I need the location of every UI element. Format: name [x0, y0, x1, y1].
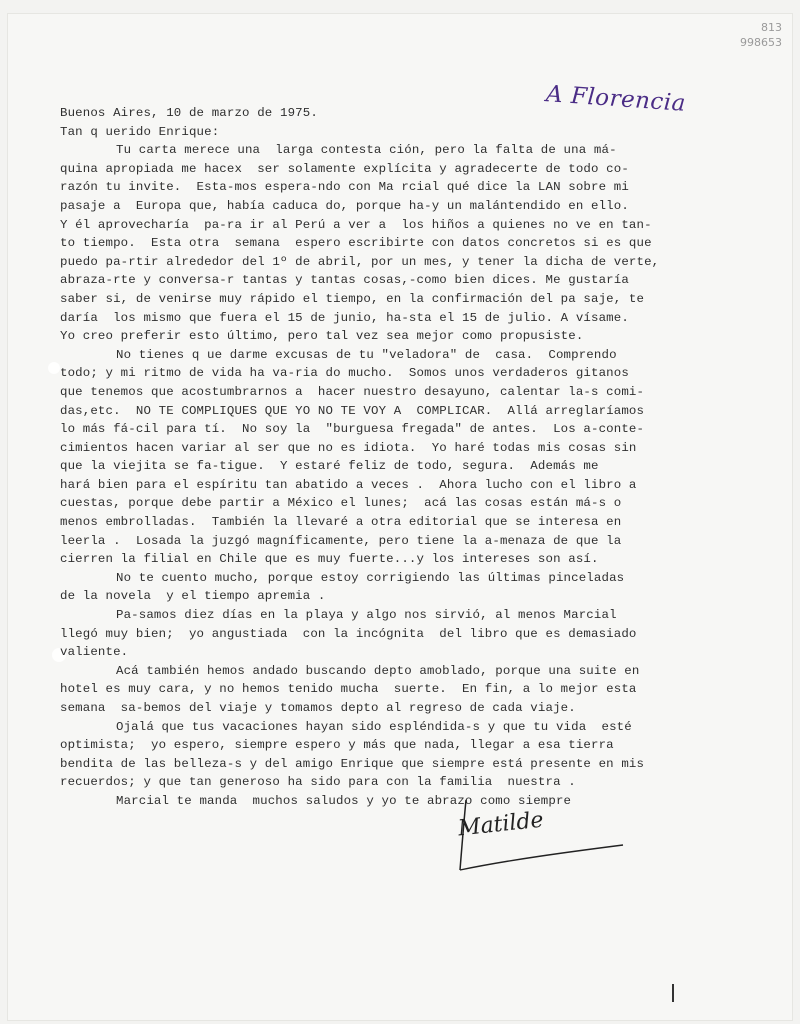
letter-line: abraza-rte y conversa-r tantas y tantas cosas,-como bien dices. Me gustaría: [60, 273, 629, 288]
letter-line: hotel es muy cara, y no hemos tenido mucha suerte. En fin, a lo mejor esta: [60, 682, 637, 697]
letter-line: razón tu invite. Esta-mos espera-ndo con Ma rcial qué dice la LAN sobre mi: [60, 180, 629, 195]
letter-line: que tenemos que acostumbrarnos a hacer nuestro desayuno, calentar la-s comi-: [60, 384, 645, 399]
letter-line: leerla . Losada la juzgó magníficamente, pero tiene la a-menaza de que la: [60, 533, 622, 548]
letter-line: Pa-samos diez días en la playa y algo nos sirvió, al menos Marcial: [116, 608, 617, 623]
letter-line: llegó muy bien; yo angustiada con la incógnita del libro que es demasiado: [60, 626, 637, 641]
letter-line: de la novela y el tiempo apremia .: [60, 589, 326, 604]
letter-line: Marcial te manda muchos saludos y yo te abrazo como siempre: [116, 793, 572, 808]
letter-line: Yo creo preferir esto último, pero tal vez sea mejor como propusiste.: [60, 329, 584, 344]
letter-line: No te cuento mucho, porque estoy corrigiendo las últimas pinceladas: [116, 570, 625, 585]
letter-line: puedo pa-rtir alrededor del 1º de abril, por un mes, y tener la dicha de verte,: [60, 254, 660, 269]
letter-line: menos embrolladas. También la llevaré a otra editorial que se interesa en: [60, 515, 622, 530]
letter-line: cierren la filial en Chile que es muy fuerte...y los intereses son así.: [60, 552, 599, 567]
signature-text: Matilde: [456, 807, 545, 842]
letter-line: lo más fá-cil para tí. No soy la "burguesa fregada" de antes. Los a-conte-: [60, 422, 645, 437]
letter-line: cuestas, porque debe partir a México el lunes; acá las cosas están má-s o: [60, 496, 622, 511]
archive-number-bottom: 998653: [740, 36, 782, 49]
letter-line: Tu carta merece una larga contesta ción, pero la falta de una má-: [116, 143, 617, 158]
letter-line: semana sa-bemos del viaje y tomamos depto al regreso de cada viaje.: [60, 701, 576, 715]
archive-number: [702, 20, 782, 50]
letter-line: que la viejita se fa-tigue. Y estaré feliz de todo, segura. Además me: [60, 459, 599, 474]
letter-line: Tan q uerido Enrique:: [60, 124, 220, 139]
letter-line: Ojalá que tus vacaciones hayan sido espléndida-s y que tu vida esté: [116, 719, 632, 734]
archive-number-top: 813: [761, 21, 782, 34]
letter-line: recuerdos; y que tan generoso ha sido para con la familia nuestra .: [60, 775, 576, 790]
letter-line: daría los mismo que fuera el 15 de junio, ha-sta el 15 de julio. A vísame.: [60, 310, 629, 325]
signature: [448, 790, 628, 880]
letter-line: valiente.: [60, 645, 129, 660]
letter-line: bendita de las belleza-s y del amigo Enrique que siempre está presente en mis: [60, 756, 645, 771]
letter-line: cimientos hacen variar al ser que no es idiota. Yo haré todas mis cosas sin: [60, 440, 637, 455]
letter-body: [60, 104, 776, 811]
letter-line: Buenos Aires, 10 de marzo de 1975.: [60, 106, 318, 120]
margin-mark: [672, 984, 674, 1002]
letter-line: to tiempo. Esta otra semana espero escribirte con datos concretos si es que: [60, 236, 652, 251]
paper-hole: [48, 362, 60, 374]
letter-line: pasaje a Europa que, había caduca do, porque ha-y un malántendido en ello.: [60, 198, 629, 213]
handwritten-annotation: A Florencia: [545, 81, 687, 117]
letter-line: quina apropiada me hacex ser solamente explícita y agradecerte de todo co-: [60, 161, 629, 176]
letter-line: Acá también hemos andado buscando depto amoblado, porque una suite en: [116, 663, 640, 678]
letter-line: Y él aprovecharía pa-ra ir al Perú a ver a los hiños a quienes no ve en tan-: [60, 217, 652, 232]
letter-line: todo; y mi ritmo de vida ha va-ria do mucho. Somos unos verdaderos gitanos: [60, 366, 629, 381]
letter-line: hará bien para el espíritu tan abatido a veces . Ahora lucho con el libro a: [60, 477, 637, 492]
letter-line: das,etc. NO TE COMPLIQUES QUE YO NO TE VOY A COMPLICAR. Allá arreglaríamos: [60, 403, 645, 418]
letter-line: optimista; yo espero, siempre espero y más que nada, llegar a esa tierra: [60, 738, 614, 753]
letter-line: saber si, de venirse muy rápido el tiempo, en la confirmación del pa saje, te: [60, 291, 645, 306]
letter-line: No tienes q ue darme excusas de tu "veladora" de casa. Comprendo: [116, 347, 617, 362]
